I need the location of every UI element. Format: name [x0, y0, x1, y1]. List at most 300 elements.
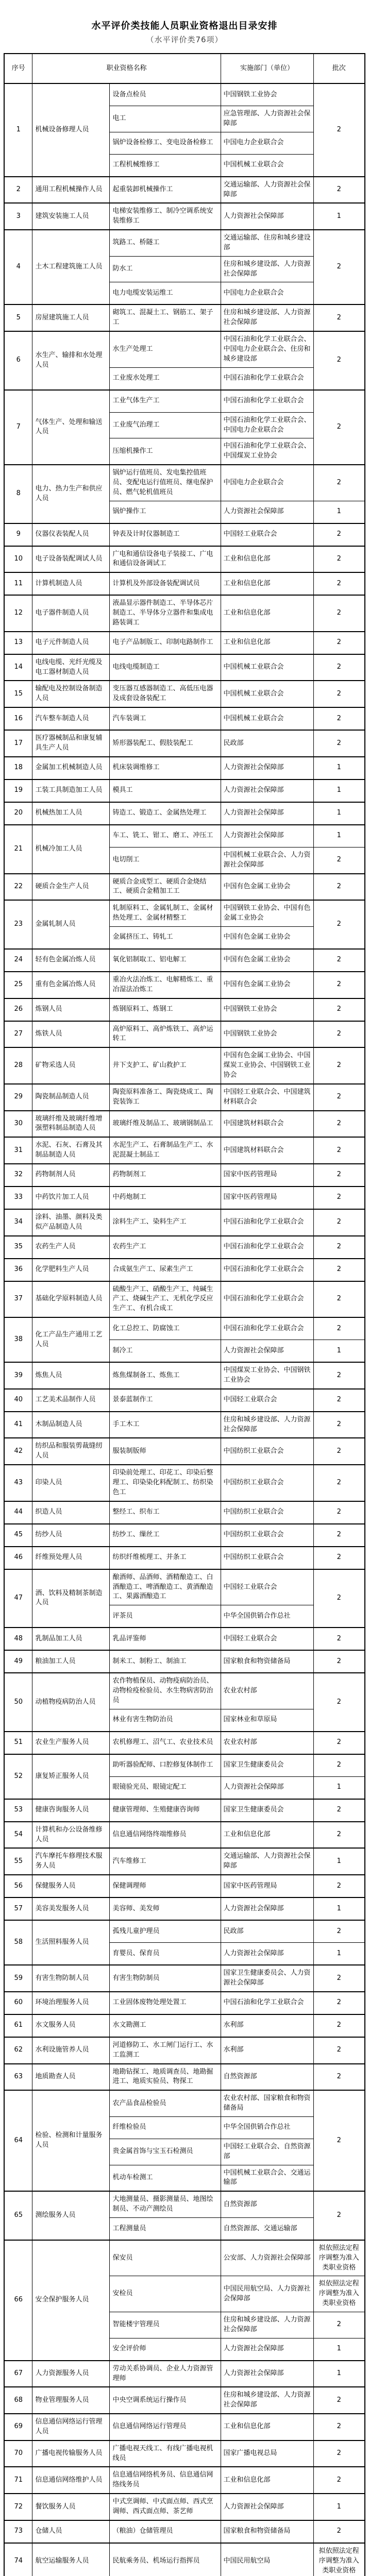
qualification-cell: 健康管理师、生殖健康咨询师 [110, 1799, 221, 1822]
table-row [4, 1822, 365, 1849]
qualification-cell: 硫酸生产工、硝酸生产工、纯碱生产工、烧碱生产工、无机化学反应生产工、有机合成工 [110, 1281, 221, 1318]
category-cell: 康复矫正服务人员 [32, 1754, 110, 1799]
header-index: 序号 [4, 54, 32, 83]
category-cell: 化工产品生产通用工艺人员 [32, 1317, 110, 1362]
batch-cell: 2 [313, 1547, 365, 1569]
category-cell: 信息通信网络运行管理人员 [32, 2414, 110, 2441]
row-index: 33 [4, 1187, 32, 1209]
table-row [4, 2014, 365, 2037]
row-index: 48 [4, 1628, 32, 1650]
qualification-cell: 防水工 [110, 256, 221, 282]
department-cell: 中国轻工业联合会 [221, 1628, 313, 1650]
batch-cell: 2 [313, 465, 365, 501]
qualification-cell: 农药生产工 [110, 1236, 221, 1259]
qualification-cell: 电子产品制版工、印制电路制作工 [110, 632, 221, 654]
row-index: 4 [4, 230, 32, 304]
table-row [4, 1897, 365, 1920]
row-index: 73 [4, 2520, 32, 2543]
qualification-cell: 锅炉操作工 [110, 501, 221, 523]
department-cell: 水利部 [221, 2014, 313, 2037]
department-cell: 中国石油和化学工业联合会 [221, 390, 313, 413]
batch-cell: 1 [313, 1340, 365, 1363]
department-cell: 国家林业和草原局 [221, 1709, 313, 1732]
category-cell: 广播电视传输服务人员 [32, 2441, 110, 2467]
table-row [4, 572, 365, 595]
table-row [4, 2520, 365, 2543]
department-cell: 中国机械工业联合会 [221, 707, 313, 730]
qualification-cell: 水生产处理工 [110, 331, 221, 367]
category-cell: 织造人员 [32, 1501, 110, 1524]
category-cell: 安全保护服务人员 [32, 2240, 110, 2361]
department-cell: 中国电力企业联合会 [221, 465, 313, 501]
table-body [4, 83, 365, 2576]
row-index: 29 [4, 1084, 32, 1111]
category-cell: 工装工具制造加工人员 [32, 779, 110, 802]
batch-cell: 1 [313, 757, 365, 779]
table-row [4, 331, 365, 367]
qualification-cell: 锅炉运行值班员、发电集控值班员、变配电运行值班员、继电保护员、燃气轮机值班员 [110, 465, 221, 501]
qualification-cell: 金属挤压工、铸轧工 [110, 926, 221, 949]
category-cell: 矿物采选人员 [32, 1047, 110, 1084]
department-cell: 工业和信息化部 [221, 1822, 313, 1849]
row-index: 20 [4, 802, 32, 825]
qualification-cell: 轧制原料工、金属轧制工、金属材热处理工、金属材精整工 [110, 900, 221, 926]
department-cell: 工业和信息化部 [221, 572, 313, 595]
table-row [4, 2191, 365, 2217]
category-cell: 炼钢人员 [32, 998, 110, 1021]
qualification-cell: 重冶火法冶炼工、电解精炼工、重冶湿法冶炼工 [110, 972, 221, 998]
department-cell: 中国机械工业联合会 [221, 654, 313, 681]
department-cell: 中国钢铁工业协会 [221, 83, 313, 106]
row-index: 46 [4, 1547, 32, 1569]
table-row [4, 1799, 365, 1822]
department-cell: 中国纺织工业联合会 [221, 1465, 313, 1501]
qualification-cell: 工程测量员 [110, 2217, 221, 2240]
department-cell: 中国石油和化学工业联合会 [221, 367, 313, 390]
row-index: 62 [4, 2037, 32, 2064]
batch-cell: 2 [313, 1209, 365, 1236]
row-index: 45 [4, 1524, 32, 1547]
row-index: 40 [4, 1389, 32, 1412]
row-index: 31 [4, 1137, 32, 1164]
qualification-cell: 药物制剂工 [110, 1164, 221, 1187]
batch-cell: 2 [313, 681, 365, 707]
department-cell: 中国石油和化学工业联合会 [221, 1259, 313, 1281]
row-index: 61 [4, 2014, 32, 2037]
batch-cell: 拟依照法定程序调整为准入类职业资格 [313, 2240, 365, 2276]
category-cell: 通用工程机械操作人员 [32, 177, 110, 204]
row-index: 52 [4, 1754, 32, 1799]
qualification-cell: 压缩机操作工 [110, 438, 221, 465]
qualification-cell: 河道修防工、水工闸门运行工、水工监测工 [110, 2037, 221, 2064]
table-row [4, 546, 365, 573]
department-cell: 工业和信息化部 [221, 595, 313, 632]
table-row [4, 2467, 365, 2494]
batch-cell: 2 [313, 874, 365, 901]
row-index: 35 [4, 1236, 32, 1259]
row-index: 16 [4, 707, 32, 730]
department-cell: 中国石油和化学工业联合会 [221, 1209, 313, 1236]
category-cell: 中药饮片加工人员 [32, 1187, 110, 1209]
category-cell: 检验、检测和计量服务人员 [32, 2090, 110, 2191]
batch-cell: 2 [313, 998, 365, 1021]
row-index: 1 [4, 83, 32, 177]
category-cell: 地质勘查人员 [32, 2064, 110, 2091]
table-row [4, 779, 365, 802]
qualification-cell: 信息通信网络机务员、信息通信网络线务员 [110, 2467, 221, 2494]
batch-cell: 2 [313, 1389, 365, 1412]
qualification-cell: 广电和通信设备电子装接工、广电和通信设备调试工 [110, 546, 221, 573]
batch-cell: 2 [313, 1187, 365, 1209]
table-row [4, 523, 365, 546]
category-cell: 医疗器械制品和康复辅具生产人员 [32, 730, 110, 757]
qualification-cell: 工业固体废物处理处置工 [110, 1992, 221, 2014]
qualification-cell: 民航乘务员、机场运行指挥员 [110, 2543, 221, 2576]
department-cell: 人力资源社会保障部 [221, 1340, 313, 1363]
qualification-cell: 机床装调维修工 [110, 757, 221, 779]
category-cell: 测绘服务人员 [32, 2191, 110, 2240]
qualification-cell: 助听器验配师、口腔修复体制作工 [110, 1754, 221, 1777]
category-cell: 硬质合金生产人员 [32, 874, 110, 901]
category-cell: 纤维预处理人员 [32, 1547, 110, 1569]
batch-cell: 2 [313, 1164, 365, 1187]
batch-cell: 2 [313, 1084, 365, 1111]
qualification-cell: 起重装卸机械操作工 [110, 177, 221, 204]
row-index: 63 [4, 2064, 32, 2091]
department-cell: 国家中医药管理局 [221, 1875, 313, 1897]
row-index: 60 [4, 1992, 32, 2014]
table-row [4, 2064, 365, 2091]
department-cell: 中国建筑材料联合会 [221, 1137, 313, 1164]
batch-cell: 2 [313, 230, 365, 304]
table-row [4, 1084, 365, 1111]
department-cell: 中国民用航空局、人力资源社会保障部 [221, 2276, 313, 2312]
table-row [4, 730, 365, 757]
qualification-cell: 印染前处理工、印花工、印染后整理工、印染染化料配制工、纺织染色工 [110, 1465, 221, 1501]
row-index: 51 [4, 1732, 32, 1754]
category-cell: 汽车摩托车修理技术服务人员 [32, 1848, 110, 1875]
qualification-cell: 地勘钻探工、地质调查员、地勘掘进工、地质实验员、物探工 [110, 2064, 221, 2091]
batch-cell: 2 [313, 1822, 365, 1849]
table-row [4, 2037, 365, 2064]
qualification-cell: （粮油）仓储管理员 [110, 2520, 221, 2543]
row-index: 8 [4, 465, 32, 523]
department-cell: 中国石油和化学工业联合会 [221, 1992, 313, 2014]
batch-cell: 2 [313, 1628, 365, 1650]
batch-cell: 1 [313, 2494, 365, 2520]
batch-cell: 2 [313, 1317, 365, 1340]
row-index: 10 [4, 546, 32, 573]
department-cell: 中国轻工业联合会、自然资源部 [221, 2139, 313, 2165]
batch-cell: 2 [313, 546, 365, 573]
table-row [4, 1628, 365, 1650]
department-cell: 人力资源社会保障部 [221, 1943, 313, 1965]
batch-cell: 2 [313, 2312, 365, 2338]
category-cell: 保健服务人员 [32, 1875, 110, 1897]
table-row [4, 1362, 365, 1389]
qualification-cell: 信息通信网络运行管理员 [110, 2414, 221, 2441]
qualification-cell: 工程机械维修工 [110, 154, 221, 177]
row-index: 12 [4, 595, 32, 632]
table-row [4, 972, 365, 998]
department-cell: 中国纺织工业联合会 [221, 1438, 313, 1465]
qualification-cell: 机动车检测工 [110, 2165, 221, 2191]
department-cell: 交通运输部、人力资源社会保障部 [221, 177, 313, 204]
department-cell: 住房和城乡建设部、人力资源社会保障部 [221, 1412, 313, 1438]
category-cell: 基础化学原料制造人员 [32, 1281, 110, 1318]
category-cell: 化学肥料生产人员 [32, 1259, 110, 1281]
department-cell: 农业农村部 [221, 1732, 313, 1754]
row-index: 43 [4, 1465, 32, 1501]
department-cell: 农业农村部、国家粮食和物资储备局 [221, 2090, 313, 2116]
qualification-cell: 变压器互感器制造工、高低压电器及成套设备装配工 [110, 681, 221, 707]
department-cell: 中国石油和化学工业联合会 [221, 1281, 313, 1318]
batch-cell: 2 [313, 572, 365, 595]
department-cell: 中国有色金属工业协会、中国煤炭工业协会、中国钢铁工业协会 [221, 1047, 313, 1084]
batch-cell: 1 [313, 1897, 365, 1920]
qualification-exit-table [4, 53, 365, 2576]
category-cell: 水泥、石灰、石膏及其制品制造人员 [32, 1137, 110, 1164]
batch-cell: 2 [313, 654, 365, 681]
qualification-cell: 大地测量员、摄影测量员、地图绘制员、不动产测绘员 [110, 2191, 221, 2217]
qualification-cell: 农产品食品检验员 [110, 2090, 221, 2116]
table-row [4, 1281, 365, 1318]
row-index: 58 [4, 1920, 32, 1965]
department-cell: 国家卫生健康委员会 [221, 1799, 313, 1822]
table-row [4, 874, 365, 901]
department-cell: 中国钢铁工业协会、中国有色金属工业协会 [221, 900, 313, 926]
batch-cell: 2 [313, 1111, 365, 1138]
department-cell: 中国纺织工业联合会 [221, 1501, 313, 1524]
department-cell: 中国有色金属工业协会 [221, 926, 313, 949]
qualification-cell: 纺织纤维梳理工、并条工 [110, 1547, 221, 1569]
category-cell: 电子设备装配调试人员 [32, 546, 110, 573]
qualification-cell: 汽车装调工 [110, 707, 221, 730]
batch-cell: 2 [313, 1047, 365, 1084]
row-index: 7 [4, 390, 32, 465]
row-index: 47 [4, 1569, 32, 1628]
row-index: 53 [4, 1799, 32, 1822]
department-cell: 住房和城乡建设部、人力资源社会保障部 [221, 2387, 313, 2414]
row-index: 39 [4, 1362, 32, 1389]
batch-cell: 2 [313, 1362, 365, 1389]
table-row [4, 1848, 365, 1875]
department-cell: 人力资源社会保障部 [221, 2494, 313, 2520]
batch-cell: 2 [313, 1875, 365, 1897]
row-index: 32 [4, 1164, 32, 1187]
table-row [4, 1317, 365, 1340]
category-cell: 涂料、油墨、颜料及类似产品制造人员 [32, 1209, 110, 1236]
batch-cell: 2 [313, 1281, 365, 1318]
table-row [4, 1412, 365, 1438]
department-cell: 中国有色金属工业协会 [221, 972, 313, 998]
table-row [4, 681, 365, 707]
qualification-cell: 农作物植保员、动物疫病防治员、动物检疫检验员、水生物病害防治员 [110, 1673, 221, 1709]
department-cell: 中国有色金属工业协会 [221, 949, 313, 972]
batch-cell: 2 [313, 1732, 365, 1754]
category-cell: 酒、饮料及精制茶制造人员 [32, 1569, 110, 1628]
qualification-cell: 贵金属首饰与宝玉石检测员 [110, 2139, 221, 2165]
batch-cell: 1 [313, 825, 365, 848]
qualification-cell: 信息通信网络终端维修员 [110, 1822, 221, 1849]
department-cell: 中国机械工业联合会、人力资源社会保障部 [221, 847, 313, 873]
row-index: 69 [4, 2414, 32, 2441]
department-cell: 中国电力企业联合会 [221, 282, 313, 305]
row-index: 26 [4, 998, 32, 1021]
qualification-cell: 景泰蓝制作工 [110, 1389, 221, 1412]
category-cell: 电子元件制造人员 [32, 632, 110, 654]
table-row [4, 998, 365, 1021]
qualification-cell: 砌筑工、混凝土工、钢筋工、架子工 [110, 304, 221, 331]
department-cell: 交通运输部、住房和城乡建设部 [221, 230, 313, 256]
batch-cell: 2 [313, 1799, 365, 1822]
batch-cell: 2 [313, 523, 365, 546]
table-header-row [4, 54, 365, 83]
category-cell: 水生产、输排和水处理人员 [32, 331, 110, 390]
header-qualification-name: 职业资格名称 [32, 54, 221, 83]
batch-cell: 2 [313, 1137, 365, 1164]
table-row [4, 1209, 365, 1236]
table-row [4, 1187, 365, 1209]
category-cell: 输配电及控制设备制造人员 [32, 681, 110, 707]
department-cell: 工业和信息化部 [221, 546, 313, 573]
qualification-cell: 制冷工 [110, 1340, 221, 1363]
row-index: 23 [4, 900, 32, 949]
category-cell: 纺织品和服装剪裁缝纫人员 [32, 1438, 110, 1465]
qualification-cell: 安检员 [110, 2276, 221, 2312]
department-cell: 国家卫生健康委员会 [221, 1754, 313, 1777]
table-row [4, 1501, 365, 1524]
category-cell: 仪器仪表装配人员 [32, 523, 110, 546]
qualification-cell: 矫形器装配工、假肢装配工 [110, 730, 221, 757]
department-cell: 人力资源社会保障部 [221, 1776, 313, 1799]
category-cell: 金属加工机械制造人员 [32, 757, 110, 779]
category-cell: 水利设施管养人员 [32, 2037, 110, 2064]
qualification-cell: 劳动关系协调员、企业人力资源管理师 [110, 2361, 221, 2387]
department-cell: 中国纺织工业联合会 [221, 1547, 313, 1569]
batch-cell: 2 [313, 83, 365, 177]
batch-cell: 2 [313, 1438, 365, 1465]
qualification-cell: 模具工 [110, 779, 221, 802]
department-cell: 中国纺织工业联合会 [221, 1524, 313, 1547]
qualification-cell: 智能楼宇管理员 [110, 2312, 221, 2338]
row-index: 54 [4, 1822, 32, 1849]
table-row [4, 1673, 365, 1709]
qualification-cell: 安全评价师 [110, 2338, 221, 2361]
qualification-cell: 纺纱工、缫丝工 [110, 1524, 221, 1547]
qualification-cell: 中式烹调师、中式面点师、西式烹调师、西式面点师、茶艺师 [110, 2494, 221, 2520]
category-cell: 计算机制造人员 [32, 572, 110, 595]
category-cell: 农药生产人员 [32, 1236, 110, 1259]
category-cell: 电力、热力生产和供应人员 [32, 465, 110, 523]
department-cell: 工业和信息化部 [221, 2467, 313, 2494]
qualification-cell: 涂料生产工、染料生产工 [110, 1209, 221, 1236]
batch-cell: 2 [313, 2064, 365, 2091]
row-index: 55 [4, 1848, 32, 1875]
category-cell: 环境治理服务人员 [32, 1992, 110, 2014]
batch-cell: 2 [313, 1650, 365, 1673]
department-cell: 中国轻工业联合会、中国建筑材料联合会 [221, 1084, 313, 1111]
qualification-cell: 有害生物防制员 [110, 1965, 221, 1992]
table-row [4, 1965, 365, 1992]
department-cell: 中国电力企业联合会 [221, 132, 313, 154]
qualification-cell: 计算机及外部设备装配调试员 [110, 572, 221, 595]
qualification-cell: 制米工、制粉工、制油工 [110, 1650, 221, 1673]
batch-cell: 2 [313, 2037, 365, 2064]
category-cell: 房屋建筑施工人员 [32, 304, 110, 331]
table-row [4, 177, 365, 204]
row-index: 30 [4, 1111, 32, 1138]
qualification-cell: 炼焦煤制备工、炼焦工 [110, 1362, 221, 1389]
row-index: 14 [4, 654, 32, 681]
batch-cell: 2 [313, 390, 365, 465]
page-title: 水平评价类技能人员职业资格退出目录安排 [91, 21, 278, 31]
header-batch: 批次 [313, 54, 365, 83]
row-index: 21 [4, 825, 32, 874]
table-row [4, 2543, 365, 2576]
department-cell: 工业和信息化部 [221, 2414, 313, 2441]
department-cell: 人力资源社会保障部 [221, 2338, 313, 2361]
category-cell: 计算机和办公设备维修人员 [32, 1822, 110, 1849]
batch-cell: 2 [313, 2090, 365, 2191]
qualification-cell: 孤残儿童护理员 [110, 1920, 221, 1943]
batch-cell: 1 [313, 203, 365, 230]
batch-cell: 2 [313, 2414, 365, 2441]
row-index: 38 [4, 1317, 32, 1362]
table-row [4, 1137, 365, 1164]
qualification-cell: 电线电缆制造工 [110, 654, 221, 681]
qualification-cell: 井下支护工、矿山救护工 [110, 1047, 221, 1084]
row-index: 65 [4, 2191, 32, 2240]
department-cell: 中国石油和化学工业联合会 [221, 1317, 313, 1340]
department-cell: 中国石油和化学工业联合会、中国电力企业联合会、住房和城乡建设部 [221, 331, 313, 367]
row-index: 2 [4, 177, 32, 204]
category-cell: 电子器件制造人员 [32, 595, 110, 632]
department-cell: 人力资源社会保障部 [221, 203, 313, 230]
qualification-cell: 工业废气治理工 [110, 412, 221, 438]
department-cell: 人力资源社会保障部 [221, 825, 313, 848]
batch-cell: 2 [313, 2520, 365, 2543]
department-cell: 人力资源社会保障部 [221, 779, 313, 802]
qualification-cell: 钟表及计时仪器制造工 [110, 523, 221, 546]
table-row [4, 1920, 365, 1943]
department-cell: 自然资源部 [221, 2191, 313, 2217]
department-cell: 中国机械工业联合会 [221, 681, 313, 707]
department-cell: 国家中医药管理局 [221, 1164, 313, 1187]
row-index: 34 [4, 1209, 32, 1236]
batch-cell: 2 [313, 949, 365, 972]
category-cell: 重有色金属冶炼人员 [32, 972, 110, 998]
category-cell: 机械设备修理人员 [32, 83, 110, 177]
row-index: 70 [4, 2441, 32, 2467]
row-index: 5 [4, 304, 32, 331]
row-index: 68 [4, 2387, 32, 2414]
row-index: 25 [4, 972, 32, 998]
batch-cell: 1 [313, 1943, 365, 1965]
qualification-cell: 电力电缆安装运维工 [110, 282, 221, 305]
department-cell: 中国石油和化学工业联合会、中国电力企业联合会 [221, 412, 313, 438]
batch-cell: 1 [313, 2361, 365, 2387]
department-cell: 农业农村部 [221, 1673, 313, 1709]
category-cell: 机械冷加工人员 [32, 825, 110, 874]
category-cell: 水文服务人员 [32, 2014, 110, 2037]
category-cell: 有害生物防制人员 [32, 1965, 110, 1992]
batch-cell: 拟依照法定程序调整为准入类职业资格 [313, 2276, 365, 2312]
qualification-cell: 玻璃纤维及制品工、玻璃钢制品工 [110, 1111, 221, 1138]
qualification-cell: 广播电视天线工、有线广播电视机线员 [110, 2441, 221, 2467]
table-row [4, 203, 365, 230]
category-cell: 粮油加工人员 [32, 1650, 110, 1673]
